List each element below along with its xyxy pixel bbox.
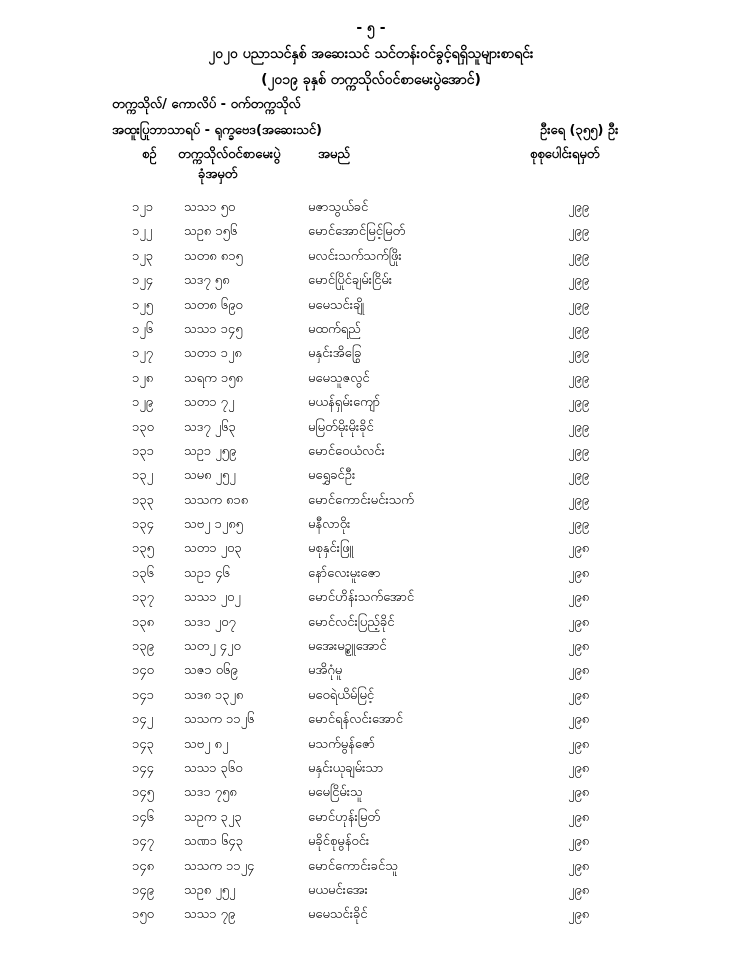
row-name: မနှင်းအိခြွေ [308,346,362,362]
table-row [0,245,742,269]
row-number: ၁၃၅ [132,541,154,557]
row-number: ၁၃၃ [132,492,154,508]
table-row [0,489,742,513]
table-row [0,391,742,415]
row-marks: ၂၉၈ [568,639,590,655]
row-roll-number: သဒ၈ ၁၃၂၈ [184,687,244,703]
results-table [0,196,742,928]
table-row [0,684,742,708]
row-marks: ၂၉၈ [568,565,590,581]
row-number: ၁၄၉ [132,882,154,898]
row-roll-number: သဥ၁ ၂၅၉ [184,443,237,459]
row-roll-number: သသက ၈၁၈ [184,492,249,508]
row-number: ၁၄၈ [132,858,155,874]
row-marks: ၂၉၉ [568,273,590,289]
table-row [0,220,742,244]
row-name: မယမင်းအေး [308,882,368,898]
row-number: ၁၃၉ [132,639,154,655]
row-marks: ၂၉၉ [568,468,590,484]
row-name: မမေသင်းခိုင် [308,907,368,923]
row-roll-number: သဥ၈ ၁၅၆ [184,224,238,240]
row-number: ၁၂၄ [132,273,154,289]
row-roll-number: သဥ၁ ၄၆ [184,565,230,581]
row-number: ၁၃၆ [132,565,154,581]
table-row [0,464,742,488]
header-no: စဉ် [142,147,157,162]
row-roll-number: သဒ၇ ၂၆၃ [184,419,236,435]
row-name: မောင်ဝေယံလင်း [308,443,385,459]
row-number: ၁၄၂ [132,712,154,728]
row-number: ၁၃၄ [132,517,154,533]
row-name: မောင်ကောင်းခင်သူ [308,858,398,874]
row-name: မောင်လင်းပြည့်ခိုင် [308,614,395,630]
table-row [0,855,742,879]
row-roll-number: သမ၈ ၂၅၂ [184,468,236,484]
row-marks: ၂၉၉ [568,419,590,435]
row-name: မစုနှင်းဖြူ [308,541,354,557]
row-number: ၁၂၂ [132,224,153,240]
row-number: ၁၂၁ [132,200,154,215]
table-row [0,294,742,318]
row-marks: ၂၉၉ [568,297,590,313]
document-title: ၂၀၂၀ ပညာသင်နှစ် အဆေးသင် သင်တန်းဝင်ခွင့်ရရှိသူများစာရင်း [208,46,534,62]
row-roll-number: သသ၁ ၅၀ [184,200,236,215]
row-name: မအိဂုံမူ [308,663,343,679]
table-row [0,659,742,683]
row-roll-number: သသ၁ ၃၆၀ [184,760,243,776]
row-marks: ၂၉၈ [568,858,590,874]
row-marks: ၂၉၉ [568,492,590,508]
row-number: ၁၃၀ [132,419,154,435]
row-roll-number: သတ၈ ၈၁၅ [184,248,243,264]
header-name: အမည် [318,147,350,162]
row-number: ၁၄၄ [132,760,154,776]
row-name: မထက်ရည် [308,321,361,337]
row-name: မရွှေခင်ဦး [308,468,356,484]
row-number: ၁၄၁ [132,687,154,703]
row-roll-number: သသက ၁၁၂၄ [184,858,255,874]
row-roll-number: သဗ၂ ၈၂ [184,736,229,752]
row-number: ၁၄၃ [132,736,154,752]
table-row [0,586,742,610]
row-name: မနှင်းယုချမ်းသာ [308,760,384,776]
row-marks: ၂၉၈ [568,541,590,557]
row-name: မခိုင်စုမွန်ဝင်း [308,834,370,850]
row-marks: ၂၉၉ [568,248,590,264]
row-name: မသက်မွန်ဇော် [308,736,376,752]
row-marks: ၂၉၉ [568,443,590,459]
row-marks: ၂၉၈ [568,736,590,752]
row-roll-number: သဇ၁ ၀၆၉ [184,663,238,679]
university-label: တက္ကသိုလ်/ ကောလိပ် - ဝက်တက္ကသိုလ် [112,97,301,112]
table-row [0,781,742,805]
table-row [0,537,742,561]
table-row [0,757,742,781]
row-number: ၁၃၁ [132,443,154,459]
row-roll-number: သသ၁ ၁၄၅ [184,321,243,337]
row-name: မဝေရဲယိမ်မြင့် [308,687,375,703]
admit-count: ဦးရေ (၃၅၅) ဦး [540,123,619,138]
row-name: မောင်ကောင်းမင်းသက် [308,492,414,508]
table-row [0,416,742,440]
table-row [0,903,742,927]
row-number: ၁၅၀ [132,907,154,923]
row-number: ၁၃၇ [132,590,154,606]
row-marks: ၂၉၈ [568,687,590,703]
document-subtitle: (၂၀၁၉ ခုနှစ် တက္ကသိုလ်ဝင်စာမေးပွဲအောင်) [261,72,481,88]
table-row [0,733,742,757]
row-number: ၁၂၉ [132,395,154,411]
row-marks: ၂၉၈ [568,760,590,776]
table-row [0,196,742,220]
row-name: မမြတ်မိုးမိုးခိုင် [308,419,374,435]
table-row [0,879,742,903]
row-marks: ၂၉၈ [568,809,590,825]
row-name: မဇာသွယ်ခင် [308,200,369,215]
row-number: ၁၄၀ [132,663,154,679]
row-name: မမေငြိမ်းသူ [308,785,363,801]
table-row [0,806,742,830]
row-roll-number: သတ၈ ၆၉၀ [184,297,243,313]
table-row [0,342,742,366]
row-marks: ၂၉၈ [568,712,590,728]
row-marks: ၂၉၉ [568,200,590,215]
row-name: မနီလာဝိုး [308,517,351,533]
row-roll-number: သတ၁ ၁၂၈ [184,346,242,362]
row-number: ၁၃၂ [132,468,154,484]
row-marks: ၂၉၈ [568,614,590,630]
row-roll-number: သဒ၁ ၇၅၈ [184,785,237,801]
row-name: မယန်ရှမ်းကျော် [308,395,381,411]
row-number: ၁၄၇ [132,834,154,850]
row-roll-number: သတ၁ ၇၂ [184,395,235,411]
row-roll-number: သဥ၈ ၂၅၂ [184,882,236,898]
row-name: မောင်ပြိုင်ချမ်းငြိမ်း [308,273,393,289]
table-row [0,611,742,635]
table-row [0,318,742,342]
row-number: ၁၂၇ [132,346,154,362]
row-name: မအေးမဥ္စူအောင် [308,639,387,655]
row-name: မောင်အောင်မြင့်မြတ် [308,224,406,240]
table-row [0,708,742,732]
row-name: မလင်းသက်သက်ဖြိုး [308,248,402,264]
row-marks: ၂၉၉ [568,224,590,240]
table-row [0,367,742,391]
row-number: ၁၃၈ [132,614,155,630]
subject-category: အထူးပြုဘာသာရပ် - ရုက္ခဗေဒ(အဆေးသင်) [112,123,322,138]
row-marks: ၂၉၈ [568,590,590,606]
row-roll-number: သဒ၇ ၅၈ [184,273,230,289]
row-marks: ၂၉၈ [568,663,590,679]
row-marks: ၂၉၉ [568,517,590,533]
page-number: - ၅ - [356,20,386,36]
row-number: ၁၂၈ [132,370,154,386]
header-roll-line2: ခုံအမှတ် [198,167,238,182]
row-roll-number: သသ၁ ၇၉ [184,907,236,923]
row-name: မမေသင်းချို [308,297,365,313]
row-name: မောင်ဟိန်းသက်အောင် [308,590,415,606]
row-marks: ၂၉၉ [568,346,590,362]
row-number: ၁၂၅ [132,297,154,313]
row-number: ၁၄၆ [132,809,154,825]
row-roll-number: သဗ၂ ၁၂၈၅ [184,517,243,533]
row-roll-number: သသက ၁၁၂၆ [184,712,255,728]
row-roll-number: သဏ၁ ၆၄၃ [184,834,244,850]
row-marks: ၂၉၉ [568,395,590,411]
row-marks: ၂၉၈ [568,907,590,923]
table-row [0,440,742,464]
row-roll-number: သတ၂ ၄၂၀ [184,639,241,655]
row-number: ၁၄၅ [132,785,154,801]
table-row [0,269,742,293]
row-roll-number: သတ၁ ၂၀၃ [184,541,242,557]
table-row [0,635,742,659]
row-name: မမေသူဇလွင် [308,370,370,386]
header-roll: တက္ကသိုလ်ဝင်စာမေးပွဲ [178,147,281,162]
row-roll-number: သသ၁ ၂၀၂ [184,590,241,606]
table-row [0,562,742,586]
row-number: ၁၂၆ [132,321,154,337]
row-marks: ၂၉၉ [568,321,590,337]
row-roll-number: သရက ၁၅၈ [184,370,243,386]
table-row [0,830,742,854]
row-marks: ၂၉၈ [568,882,590,898]
row-marks: ၂၉၈ [568,785,590,801]
table-row [0,513,742,537]
row-name: မောင်ရန်လင်းအောင် [308,712,403,728]
row-marks: ၂၉၈ [568,834,590,850]
header-marks: စုစုပေါင်းရမှတ် [530,147,600,162]
row-number: ၁၂၃ [132,248,154,264]
row-roll-number: သဥက ၃၂၃ [184,809,242,825]
row-roll-number: သဒ၁ ၂၀၇ [184,614,236,630]
row-name: မောင်ဟုန်းမြတ် [308,809,381,825]
row-name: နော်လေးမူးဇော [308,565,381,581]
row-marks: ၂၉၉ [568,370,590,386]
